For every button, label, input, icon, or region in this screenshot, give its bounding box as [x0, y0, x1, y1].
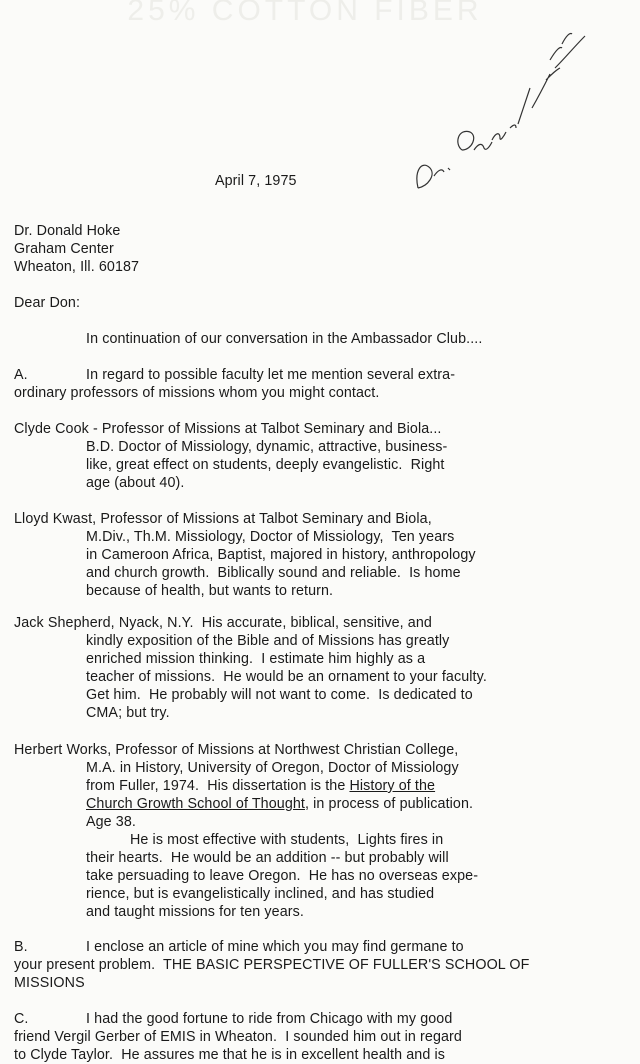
candidate-detail: rience, but is evangelistically inclined, and has studied	[86, 886, 435, 902]
candidate-detail: B.D. Doctor of Missiology, dynamic, attractive, business-	[86, 439, 448, 455]
candidate-detail: and taught missions for ten years.	[86, 904, 304, 920]
candidate-heading: Jack Shepherd, Nyack, N.Y. His accurate, biblical, sensitive, and	[14, 615, 432, 631]
section-b-line: I enclose an article of mine which you may find germane to	[86, 939, 464, 955]
section-a-line: ordinary professors of missions whom you might contact.	[14, 385, 380, 401]
candidate-detail: enriched mission thinking. I estimate him highly as a	[86, 651, 426, 667]
candidate-detail: and church growth. Biblically sound and reliable. Is home	[86, 565, 461, 581]
candidate-detail: age (about 40).	[86, 475, 185, 491]
recipient-org: Graham Center	[14, 241, 114, 257]
text-run: from Fuller, 1974. His dissertation is the	[86, 778, 350, 794]
section-c-line: to Clyde Taylor. He assures me that he is in excellent health and is	[14, 1047, 446, 1063]
section-b-line: MISSIONS	[14, 975, 85, 991]
candidate-detail: their hearts. He would be an addition -- but probably will	[86, 850, 449, 866]
candidate-detail: teacher of missions. He would be an ornament to your faculty.	[86, 669, 487, 685]
candidate-detail: CMA; but try.	[86, 705, 170, 721]
candidate-detail: kindly exposition of the Bible and of Missions has greatly	[86, 633, 450, 649]
candidate-detail: Age 38.	[86, 814, 136, 830]
candidate-detail: in Cameroon Africa, Baptist, majored in history, anthropology	[86, 547, 476, 563]
candidate-heading: Clyde Cook - Professor of Missions at Talbot Seminary and Biola...	[14, 421, 442, 437]
section-c-marker: C.	[14, 1011, 29, 1027]
section-a-marker: A.	[14, 367, 28, 383]
paper-watermark: 25% COTTON FIBER	[127, 0, 483, 27]
recipient-name: Dr. Donald Hoke	[14, 223, 121, 239]
candidate-detail: M.Div., Th.M. Missiology, Doctor of Missiology, Ten years	[86, 529, 455, 545]
dissertation-title: History of the	[349, 778, 436, 794]
candidate-detail: M.A. in History, University of Oregon, Doctor of Missiology	[86, 760, 459, 776]
salutation: Dear Don:	[14, 295, 81, 311]
candidate-detail	[86, 777, 435, 795]
section-c-line: friend Vergil Gerber of EMIS in Wheaton. I sounded him out in regard	[14, 1029, 462, 1045]
candidate-detail	[86, 795, 473, 813]
dissertation-title: Church Growth School of Thought	[86, 796, 305, 812]
letter-date: April 7, 1975	[215, 173, 297, 189]
section-a-line: In regard to possible faculty let me mention several extra-	[86, 367, 456, 383]
intro-paragraph: In continuation of our conversation in the Ambassador Club....	[86, 331, 483, 347]
section-b-line: your present problem. THE BASIC PERSPECTIVE OF FULLER'S SCHOOL OF	[14, 957, 530, 973]
candidate-heading: Lloyd Kwast, Professor of Missions at Talbot Seminary and Biola,	[14, 511, 432, 527]
section-c-line: I had the good fortune to ride from Chicago with my good	[86, 1011, 453, 1027]
candidate-detail: like, great effect on students, deeply evangelistic. Right	[86, 457, 445, 473]
candidate-detail: He is most effective with students, Lights fires in	[130, 832, 444, 848]
handwritten-annotation	[400, 0, 600, 200]
candidate-heading: Herbert Works, Professor of Missions at Northwest Christian College,	[14, 742, 459, 758]
recipient-city: Wheaton, Ill. 60187	[14, 259, 140, 275]
candidate-detail: Get him. He probably will not want to come. Is dedicated to	[86, 687, 473, 703]
candidate-detail: because of health, but wants to return.	[86, 583, 334, 599]
candidate-detail: take persuading to leave Oregon. He has no overseas expe-	[86, 868, 479, 884]
text-run: , in process of publication.	[305, 796, 474, 812]
section-b-marker: B.	[14, 939, 28, 955]
